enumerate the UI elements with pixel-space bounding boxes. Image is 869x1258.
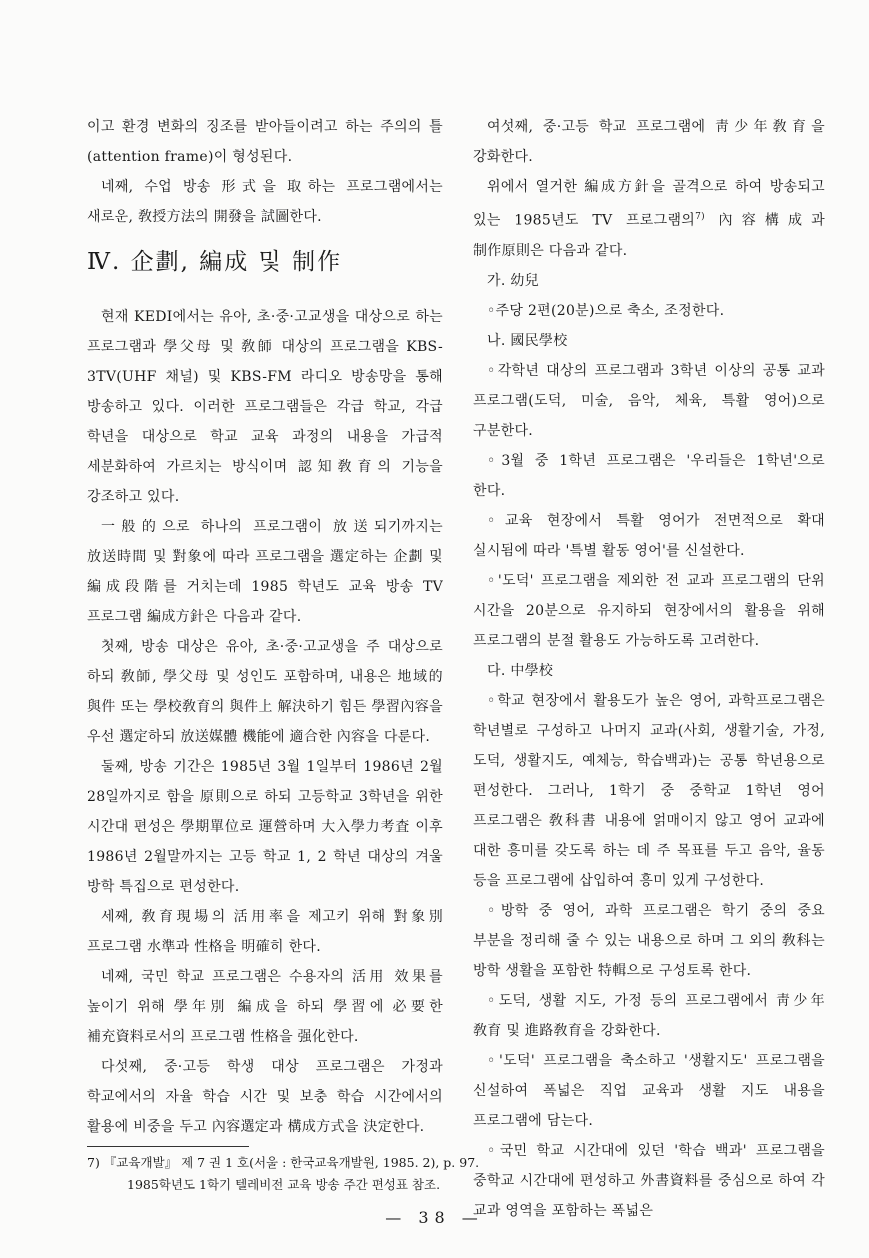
page-number: — 38 — [385,1208,484,1227]
list-item: ◦'도덕' 프로그램을 제외한 전 교과 프로그램의 단위 시간을 20분으로 유지하되 현장에서의 활용을 위해 프로그램의 분절 활용도 가능하도록 고려한다. [473,572,825,649]
list-item: ◦방학 중 영어, 과학 프로그램은 학기 중의 중요 부분을 정리해 줄 수 있는 내용으로 하며 그 외의 敎科는 방학 생활을 포함한 特輯으로 구성토록 한다. [473,902,825,979]
paragraph: 첫째, 방송 대상은 유아, 초·중·고교생을 주 대상으로 하되 敎師, 學父母 및 성인도 포함하며, 내용은 地域的 與件 또는 學校敎育의 與件上 解決하기 힘든 學習內容을 우선 選定하되 放送媒體 機能에 適合한 內容을 다룬다. [87,639,443,745]
footnote: 1985학년도 1학기 텔레비전 교육 방송 주간 편성표 참조. [127,1177,441,1192]
paragraph [473,172,825,266]
section-number: Ⅳ. [87,249,122,275]
paragraph: 네째, 국민 학교 프로그램은 수용자의 活用 效果를 높이기 위해 學年別 編成을 하되 學習에 必要한 補充資料로서의 프로그램 性格을 强化한다. [87,969,443,1045]
list-item: ◦교육 현장에서 특활 영어가 전면적으로 확대 실시됨에 따라 '특별 활동 영어'를 신설한다. [473,512,825,559]
paragraph: 이고 환경 변화의 징조를 받아들이려고 하는 주의의 틀(attention frame)이 형성된다. [87,119,443,165]
paragraph: 현재 KEDI에서는 유아, 초·중·고교생을 대상으로 하는 프로그램과 學父母 및 敎師 대상의 프로그램을 KBS-3TV(UHF 채널) 및 KBS-FM 라디오 방송망을 통해 방송하고 있다. 이러한 프로그램들은 각급 학교, 각급 학년을 대상으로 학교 교육 과정의 내용을 가급적 세분화하여 가르치는 방식이며 認知敎育의 기능을 강조하고 있다. [87,309,443,505]
footnotes [87,1152,787,1196]
subheading: 나. 國民學校 [487,332,568,349]
footnote-divider [87,1146,249,1147]
paragraph: 다섯째, 중·고등 학생 대상 프로그램은 가정과 학교에서의 자율 학습 시간 및 보충 학습 시간에서의 활용에 비중을 두고 內容選定과 構成方式을 決定한다. [87,1059,443,1135]
section-heading [87,242,443,282]
list-item: ◦주당 2편(20분)으로 축소, 조정한다. [487,302,725,319]
list-item: ◦국민 학교 시간대에 있던 '학습 백과' 프로그램을 중학교 시간대에 편성하고 外書資料를 중심으로 하여 각 교과 영역을 포함하는 폭넓은 [473,1142,825,1219]
paragraph: 여섯째, 중·고등 학교 프로그램에 靑少年敎育을 강화한다. [473,119,825,165]
section-title: 企劃, 編成 및 制作 [130,249,343,275]
list-item: ◦각학년 대상의 프로그램과 3학년 이상의 공통 교과 프로그램(도덕, 미술, 음악, 체육, 특활 영어)으로 구분한다. [473,362,825,439]
subheading: 다. 中學校 [487,662,554,679]
paragraph: 세째, 敎育現場의 活用率을 제고키 위해 對象別 프로그램 水準과 性格을 明確히 한다. [87,909,443,955]
paragraph-text: 위에서 열거한 編成方針을 골격으로 하여 방송되고 있는 1985년도 TV 프로그램의 [473,179,825,229]
left-column [87,112,443,1142]
footnote: 7) 『교육개발』 제 7 권 1 호(서울 : 한국교육개발원, 1985. 2), p. 97. [87,1155,480,1170]
list-item: ◦3월 중 1학년 프로그램은 '우리들은 1학년'으로 한다. [473,452,825,499]
paragraph: 네째, 수업 방송 形式을 取하는 프로그램에서는 새로운, 敎授方法의 開發을 試圖한다. [87,179,443,225]
list-item: ◦도덕, 생활 지도, 가정 등의 프로그램에서 靑少年 敎育 및 進路敎育을 강화한다. [473,992,825,1039]
subheading: 가. 幼兒 [487,272,539,289]
paragraph: 둘째, 방송 기간은 1985년 3월 1일부터 1986년 2월 28일까지로 함을 原則으로 하되 고등학교 3학년을 위한 시간대 편성은 學期單位로 運營하며 大入學力考査 이후 1986년 2월말까지는 고등 학교 1, 2 학년 대상의 겨울 방학 특집으로 편성한다. [87,759,443,895]
paragraph: 一般的으로 하나의 프로그램이 放送되기까지는 放送時間 및 對象에 따라 프로그램을 選定하는 企劃 및 編成段階를 거치는데 1985 학년도 교육 방송 TV 프로그램 編成方針은 다음과 같다. [87,519,443,625]
paragraph-text: 內容構成과 制作原則은 다음과 같다. [473,212,825,259]
list-item: ◦학교 현장에서 활용도가 높은 영어, 과학프로그램은 학년별로 구성하고 나머지 교과(사회, 생활기술, 가정, 도덕, 생활지도, 예체능, 학습백과)는 공통 학년용으로 편성한다. 그러나, 1학기 중 중학교 1학년 영어 프로그램은 敎科書 내용에 얽매이지 않고 영어 교과에 대한 흥미를 갖도록 하는 데 주 목표를 두고 음악, 율동 등을 프로그램에 삽입하여 흥미 있게 구성한다. [473,692,825,889]
right-column [473,112,825,1226]
footnote-reference: 7) [695,212,705,222]
list-item: ◦'도덕' 프로그램을 축소하고 '생활지도' 프로그램을 신설하여 폭넓은 직업 교육과 생활 지도 내용을 프로그램에 담는다. [473,1052,825,1129]
